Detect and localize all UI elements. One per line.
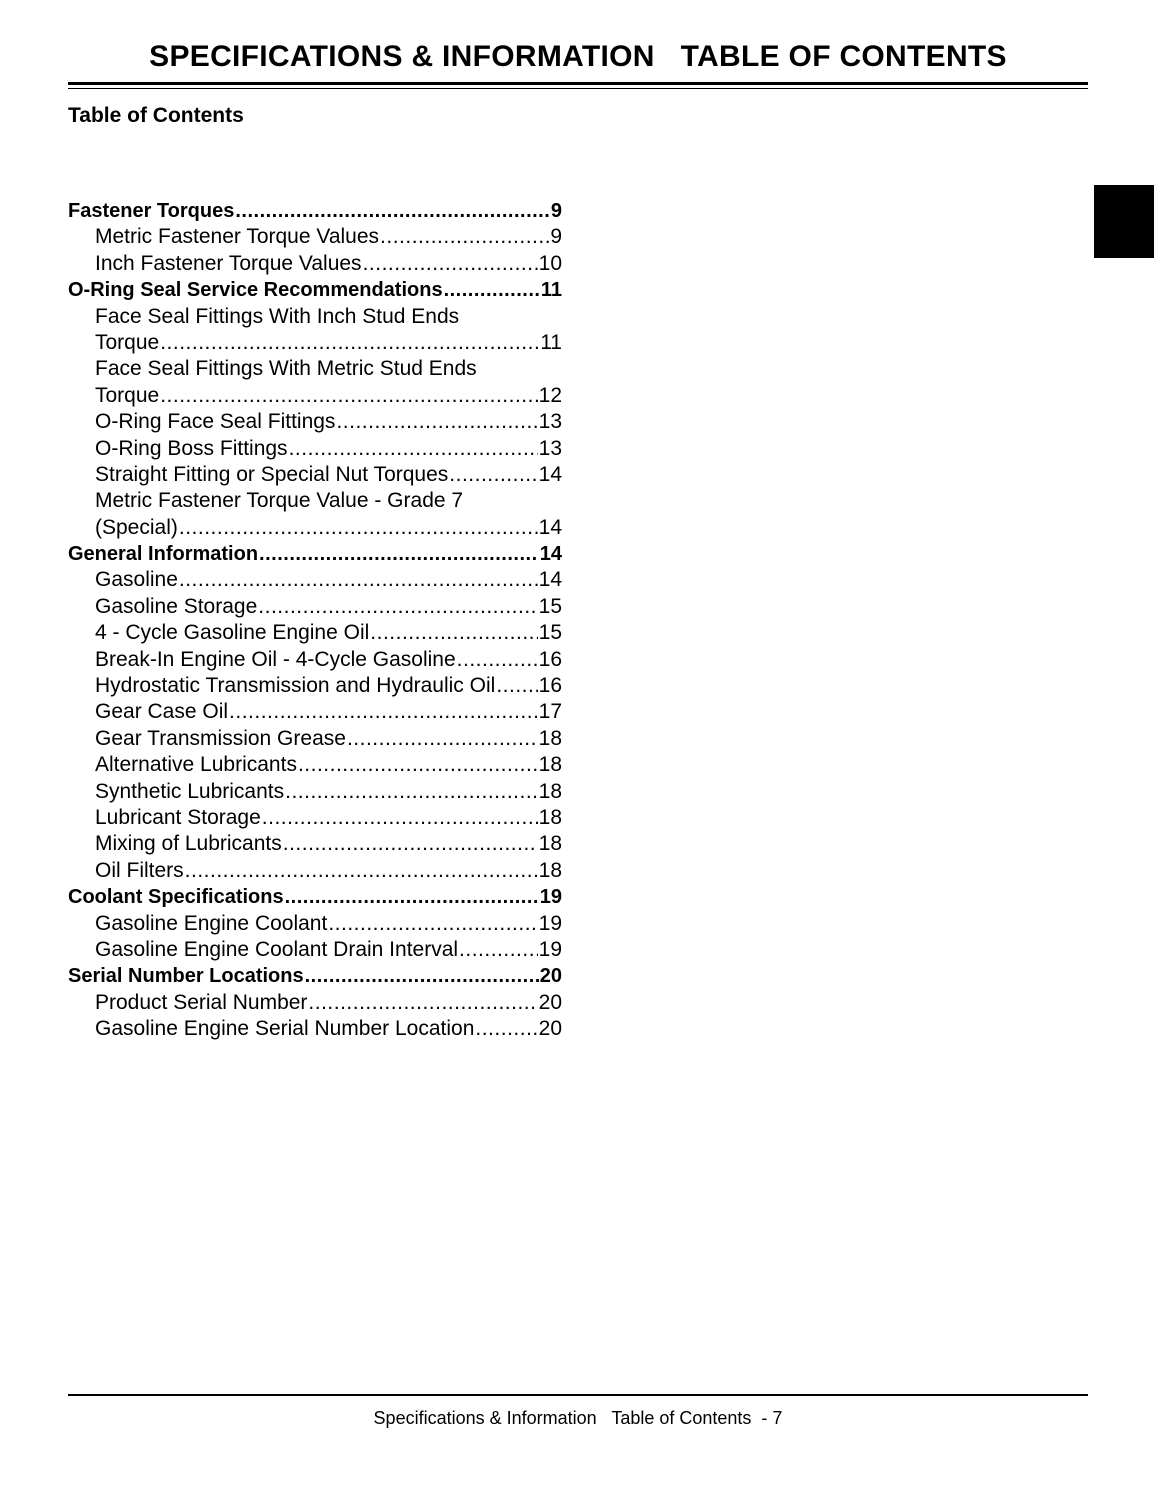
toc-dot-leader	[370, 620, 537, 646]
toc-sub-entry[interactable]	[68, 462, 562, 488]
toc-entry-title: Coolant Specifications	[68, 886, 284, 909]
toc-entry-title: O-Ring Boss Fittings	[95, 436, 288, 460]
footer-rule	[68, 1394, 1088, 1396]
toc-section-entry[interactable]	[68, 884, 562, 910]
toc-dot-leader	[185, 858, 538, 884]
toc-sub-entry[interactable]	[68, 831, 562, 857]
toc-sub-entry[interactable]	[68, 251, 562, 277]
toc-page-number: 18	[538, 805, 562, 829]
toc-page-number: 14	[538, 568, 562, 592]
toc-entry-title: O-Ring Seal Service Recommendations	[68, 279, 443, 302]
toc-dot-leader	[308, 990, 537, 1016]
toc-page-number: 14	[539, 543, 562, 566]
toc-sub-entry[interactable]	[68, 620, 562, 646]
toc-page-number: 9	[550, 200, 562, 222]
toc-entry-title: Product Serial Number	[95, 990, 308, 1014]
header-rule-thin	[68, 88, 1088, 89]
toc-page-number: 18	[538, 753, 562, 777]
toc-entry-title: Lubricant Storage	[95, 805, 261, 829]
toc-entry-title: Serial Number Locations	[68, 965, 304, 988]
toc-page-number: 11	[540, 330, 562, 354]
toc-dot-leader	[457, 647, 538, 673]
toc-dot-leader	[328, 911, 537, 937]
toc-page-number: 16	[538, 647, 562, 671]
toc-page-number: 17	[538, 700, 562, 724]
toc-dot-leader	[283, 831, 538, 857]
toc-entry-title: Mixing of Lubricants	[95, 832, 282, 856]
toc-dot-leader	[444, 277, 540, 303]
toc-page-number: 20	[538, 990, 562, 1014]
toc-sub-entry[interactable]	[68, 488, 562, 514]
toc-entry-title: Gasoline Storage	[95, 594, 258, 618]
toc-page-number: 13	[538, 436, 562, 460]
toc-sub-entry[interactable]	[68, 752, 562, 778]
toc-heading: Table of Contents	[68, 104, 244, 127]
page-footer: Specifications & Information Table of Contents - 7	[373, 1408, 783, 1428]
toc-sub-entry[interactable]	[68, 567, 562, 593]
toc-page-number: 20	[538, 1017, 562, 1041]
toc-page-number: 18	[538, 858, 562, 882]
toc-dot-leader	[380, 224, 549, 250]
toc-dot-leader	[285, 884, 539, 910]
toc-entry-title: Gasoline Engine Coolant	[95, 911, 328, 935]
toc-dot-leader	[475, 1016, 537, 1042]
toc-section-entry[interactable]	[68, 541, 562, 567]
toc-sub-entry[interactable]	[68, 673, 562, 699]
toc-page-number: 9	[550, 225, 562, 249]
toc-page-number: 13	[538, 410, 562, 434]
toc-entry-title: Fastener Torques	[68, 200, 235, 222]
toc-entry-title: Break-In Engine Oil - 4-Cycle Gasoline	[95, 647, 456, 671]
toc-entry-title: Torque	[95, 330, 160, 354]
toc-sub-entry[interactable]	[68, 726, 562, 752]
toc-page-number: 15	[538, 594, 562, 618]
toc-dot-leader	[258, 594, 537, 620]
toc-page-number: 18	[538, 779, 562, 803]
toc-sub-entry[interactable]	[68, 224, 562, 250]
toc-dot-leader	[298, 752, 538, 778]
toc-sub-entry[interactable]	[68, 515, 562, 541]
toc-entry-title: Alternative Lubricants	[95, 753, 297, 777]
toc-entry-title: Gasoline Engine Serial Number Location	[95, 1017, 475, 1041]
toc-page-number: 10	[538, 251, 562, 275]
toc-dot-leader	[363, 251, 538, 277]
toc-section-entry[interactable]	[68, 277, 562, 303]
header-rule-thick	[68, 82, 1088, 85]
toc-sub-entry[interactable]	[68, 304, 562, 330]
toc-page-number: 12	[538, 383, 562, 407]
toc-dot-leader	[160, 383, 537, 409]
table-of-contents	[68, 198, 562, 1043]
toc-dot-leader	[179, 515, 538, 541]
toc-page-number: 15	[538, 621, 562, 645]
toc-entry-title: Gear Case Oil	[95, 700, 229, 724]
toc-page-number: 18	[538, 726, 562, 750]
toc-sub-entry[interactable]	[68, 1016, 562, 1042]
section-tab-marker	[1094, 185, 1154, 258]
toc-dot-leader	[179, 567, 538, 593]
toc-entry-title: Hydrostatic Transmission and Hydraulic Oil	[95, 674, 496, 698]
toc-dot-leader	[347, 726, 538, 752]
toc-page-number: 19	[539, 886, 562, 909]
toc-entry-title: Face Seal Fittings With Inch Stud Ends	[95, 304, 460, 328]
toc-sub-entry[interactable]	[68, 594, 562, 620]
toc-page-number: 11	[540, 279, 562, 302]
toc-entry-title: Oil Filters	[95, 858, 184, 882]
toc-page-number: 14	[538, 462, 562, 486]
toc-sub-entry[interactable]	[68, 805, 562, 831]
toc-dot-leader	[160, 330, 539, 356]
toc-page-number: 19	[538, 911, 562, 935]
toc-page-number: 20	[539, 965, 562, 988]
toc-sub-entry[interactable]	[68, 779, 562, 805]
toc-section-entry[interactable]	[68, 198, 562, 224]
toc-dot-leader	[259, 541, 539, 567]
toc-dot-leader	[305, 963, 539, 989]
toc-sub-entry[interactable]	[68, 356, 562, 382]
toc-dot-leader	[336, 409, 537, 435]
toc-entry-title: Gasoline	[95, 568, 178, 592]
toc-section-entry[interactable]	[68, 963, 562, 989]
toc-entry-title: Gasoline Engine Coolant Drain Interval	[95, 937, 459, 961]
toc-dot-leader	[289, 436, 538, 462]
toc-sub-entry[interactable]	[68, 647, 562, 673]
toc-page-number: 18	[538, 832, 562, 856]
toc-entry-title: Straight Fitting or Special Nut Torques	[95, 462, 449, 486]
toc-entry-title: Gear Transmission Grease	[95, 726, 346, 750]
toc-entry-title: Face Seal Fittings With Metric Stud Ends	[95, 357, 477, 381]
toc-dot-leader	[459, 937, 538, 963]
toc-sub-entry[interactable]	[68, 383, 562, 409]
toc-entry-title: (Special)	[95, 515, 178, 539]
toc-entry-title: 4 - Cycle Gasoline Engine Oil	[95, 621, 370, 645]
toc-sub-entry[interactable]	[68, 699, 562, 725]
toc-entry-title: Synthetic Lubricants	[95, 779, 285, 803]
toc-entry-title: O-Ring Face Seal Fittings	[95, 410, 336, 434]
toc-entry-title: Torque	[95, 383, 160, 407]
toc-entry-title: Metric Fastener Torque Value - Grade 7	[95, 489, 464, 513]
toc-page-number: 14	[538, 515, 562, 539]
toc-sub-entry[interactable]	[68, 858, 562, 884]
toc-page-number: 16	[538, 674, 562, 698]
toc-sub-entry[interactable]	[68, 990, 562, 1016]
toc-sub-entry[interactable]	[68, 937, 562, 963]
toc-entry-title: Inch Fastener Torque Values	[95, 251, 362, 275]
toc-dot-leader	[235, 198, 550, 224]
toc-dot-leader	[229, 699, 538, 725]
toc-entry-title: General Information	[68, 543, 259, 566]
toc-entry-title: Metric Fastener Torque Values	[95, 225, 380, 249]
toc-dot-leader	[449, 462, 537, 488]
toc-sub-entry[interactable]	[68, 409, 562, 435]
toc-dot-leader	[285, 779, 538, 805]
toc-dot-leader	[496, 673, 537, 699]
toc-sub-entry[interactable]	[68, 436, 562, 462]
toc-dot-leader	[262, 805, 538, 831]
toc-sub-entry[interactable]	[68, 330, 562, 356]
page-title: SPECIFICATIONS & INFORMATION TABLE OF CONTENTS	[149, 40, 1007, 73]
toc-page-number: 19	[538, 937, 562, 961]
toc-sub-entry[interactable]	[68, 911, 562, 937]
